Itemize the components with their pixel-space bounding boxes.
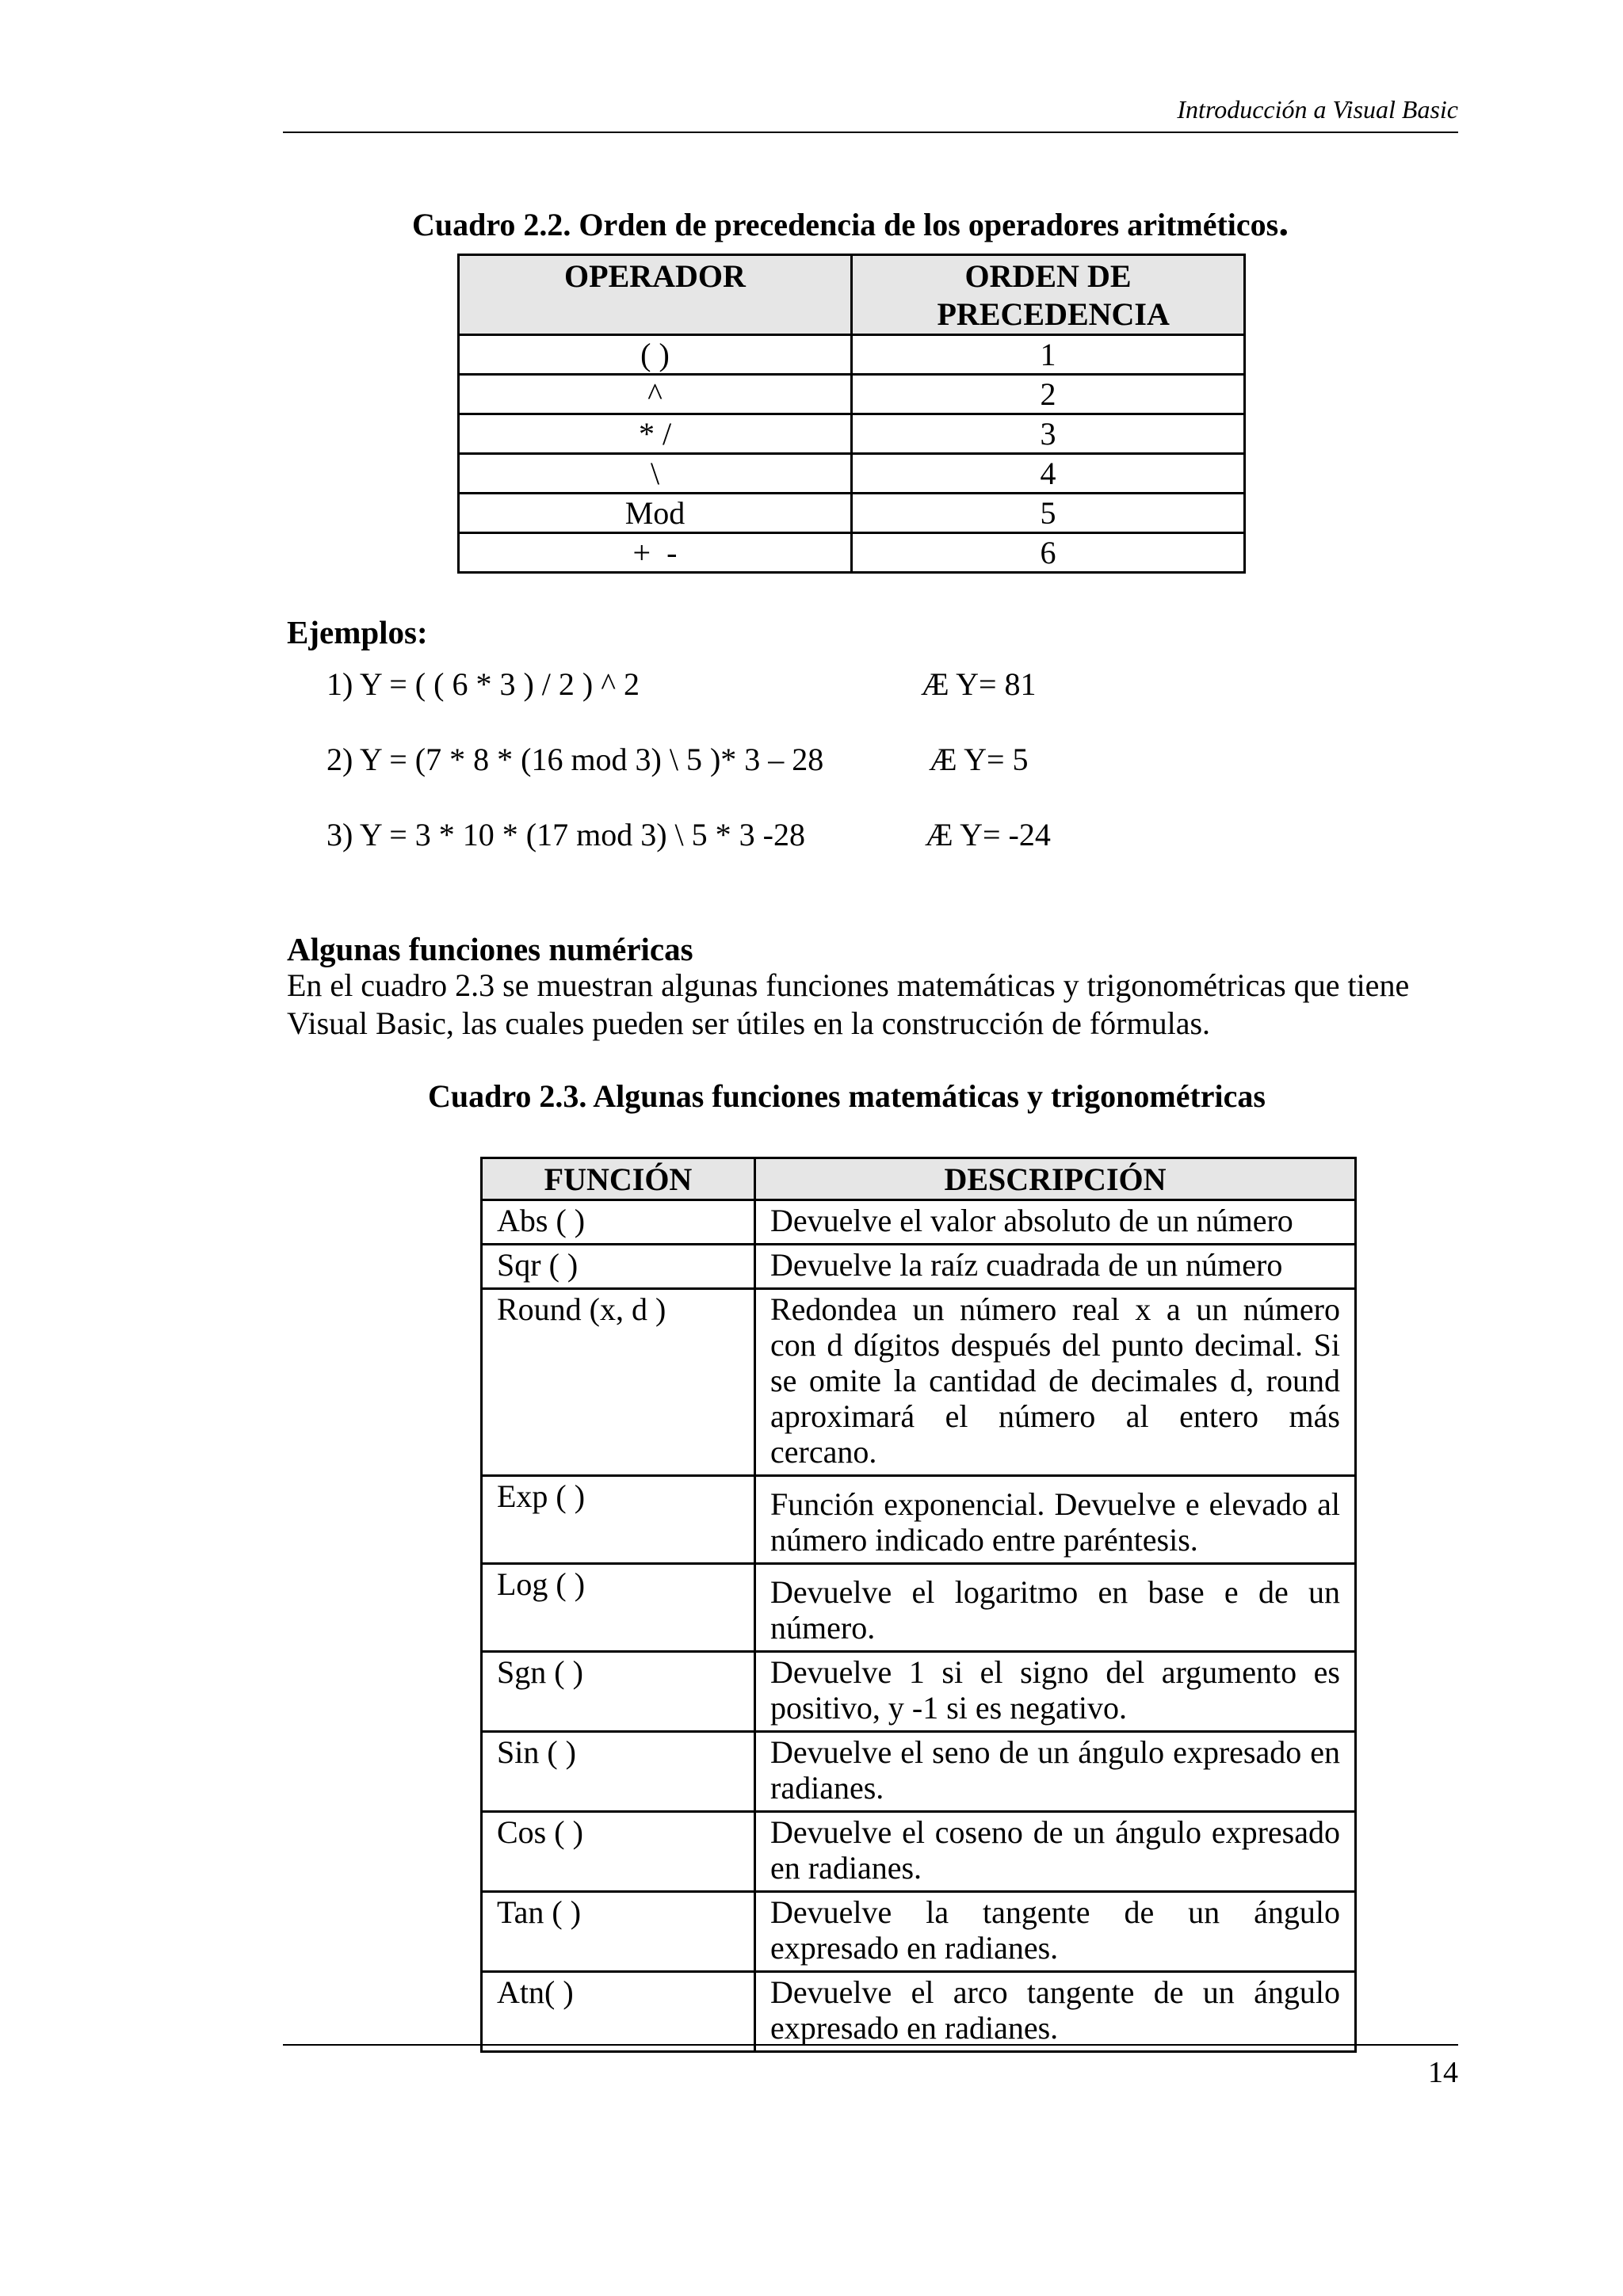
table-row — [482, 1812, 1356, 1892]
example-result: Æ Y= -24 — [925, 817, 1051, 852]
function-name-cell: Sin ( ) — [482, 1732, 755, 1812]
header-rule — [283, 132, 1458, 133]
table-row — [459, 375, 1245, 414]
col-header-description: DESCRIPCIÓN — [755, 1158, 1356, 1200]
function-name-cell: Atn( ) — [482, 1972, 755, 2052]
table-row — [459, 335, 1245, 375]
table2-caption: Cuadro 2.3. Algunas funciones matemáticas y trigonométricas — [428, 1078, 1266, 1114]
table-row — [482, 1564, 1356, 1652]
function-description-cell: Devuelve 1 si el signo del argumento es positivo, y -1 si es negativo. — [755, 1652, 1356, 1732]
table-header-row — [459, 255, 1245, 335]
col-header-operator: OPERADOR — [459, 255, 852, 335]
function-name-cell: Log ( ) — [482, 1564, 755, 1652]
section-paragraph: En el cuadro 2.3 se muestran algunas funciones matemáticas y trigonométricas que tiene Visual Basic, las cuales pueden ser útiles en la construcción de fórmulas. — [287, 967, 1410, 1041]
operator-cell: * / — [459, 414, 852, 454]
running-header: Introducción a Visual Basic — [1177, 95, 1458, 124]
table-row — [482, 1200, 1356, 1245]
example-result: Æ Y= 5 — [929, 742, 1029, 777]
page-number: 14 — [1428, 2056, 1458, 2089]
function-name-cell: Abs ( ) — [482, 1200, 755, 1245]
operator-cell: \ — [459, 454, 852, 494]
function-name-cell: Sqr ( ) — [482, 1245, 755, 1289]
precedence-cell: 5 — [852, 494, 1245, 533]
operator-cell: ( ) — [459, 335, 852, 375]
function-name-cell: Round (x, d ) — [482, 1289, 755, 1476]
examples-heading: Ejemplos: — [287, 614, 428, 650]
table-header-row — [482, 1158, 1356, 1200]
function-name-cell: Tan ( ) — [482, 1892, 755, 1972]
precedence-table — [457, 254, 1246, 574]
table-row — [482, 1289, 1356, 1476]
table-row — [459, 454, 1245, 494]
col-header-function: FUNCIÓN — [482, 1158, 755, 1200]
functions-table — [480, 1157, 1357, 2053]
table-row — [482, 1892, 1356, 1972]
function-description-cell: Devuelve el logaritmo en base e de un número. — [755, 1564, 1356, 1652]
function-description-cell: Devuelve el valor absoluto de un número — [755, 1200, 1356, 1245]
col-header-precedence-text: ORDEN DE PRECEDENCIA — [937, 258, 1170, 332]
function-description-cell: Función exponencial. Devuelve e elevado al número indicado entre paréntesis. — [755, 1476, 1356, 1564]
table-row — [482, 1476, 1356, 1564]
function-description-cell: Devuelve el seno de un ángulo expresado en radianes. — [755, 1732, 1356, 1812]
precedence-cell: 1 — [852, 335, 1245, 375]
function-name-cell: Cos ( ) — [482, 1812, 755, 1892]
table-row — [482, 1972, 1356, 2052]
example-expression: 1) Y = ( ( 6 * 3 ) / 2 ) ^ 2 — [327, 666, 640, 702]
col-header-precedence — [852, 255, 1245, 335]
operator-cell: + - — [459, 533, 852, 573]
function-description-cell: Devuelve el coseno de un ángulo expresado en radianes. — [755, 1812, 1356, 1892]
example-result: Æ Y= 81 — [921, 666, 1037, 702]
table1-caption-end: . — [1278, 200, 1289, 245]
operator-cell: Mod — [459, 494, 852, 533]
section-heading: Algunas funciones numéricas — [287, 931, 693, 967]
function-name-cell: Sgn ( ) — [482, 1652, 755, 1732]
table-row — [482, 1652, 1356, 1732]
function-name-cell: Exp ( ) — [482, 1476, 755, 1564]
table1-caption-text: Cuadro 2.2. Orden de precedencia de los operadores aritméticos — [412, 207, 1279, 242]
footer-rule — [283, 2044, 1458, 2046]
function-description-cell: Redondea un número real x a un número con d dígitos después del punto decimal. Si se omite la cantidad de decimales d, round aproximará el número al entero más cercano. — [755, 1289, 1356, 1476]
table-row — [459, 494, 1245, 533]
function-description-cell: Devuelve la tangente de un ángulo expresado en radianes. — [755, 1892, 1356, 1972]
precedence-cell: 4 — [852, 454, 1245, 494]
example-expression: 2) Y = (7 * 8 * (16 mod 3) \ 5 )* 3 – 28 — [327, 742, 824, 777]
example-expression: 3) Y = 3 * 10 * (17 mod 3) \ 5 * 3 -28 — [327, 817, 805, 852]
operator-cell: ^ — [459, 375, 852, 414]
table-row — [482, 1732, 1356, 1812]
function-description-cell: Devuelve el arco tangente de un ángulo expresado en radianes. — [755, 1972, 1356, 2052]
table-row — [459, 414, 1245, 454]
table1-caption — [412, 200, 1289, 245]
table-row — [459, 533, 1245, 573]
precedence-cell: 3 — [852, 414, 1245, 454]
function-description-cell: Devuelve la raíz cuadrada de un número — [755, 1245, 1356, 1289]
table-row — [482, 1245, 1356, 1289]
precedence-cell: 2 — [852, 375, 1245, 414]
precedence-cell: 6 — [852, 533, 1245, 573]
